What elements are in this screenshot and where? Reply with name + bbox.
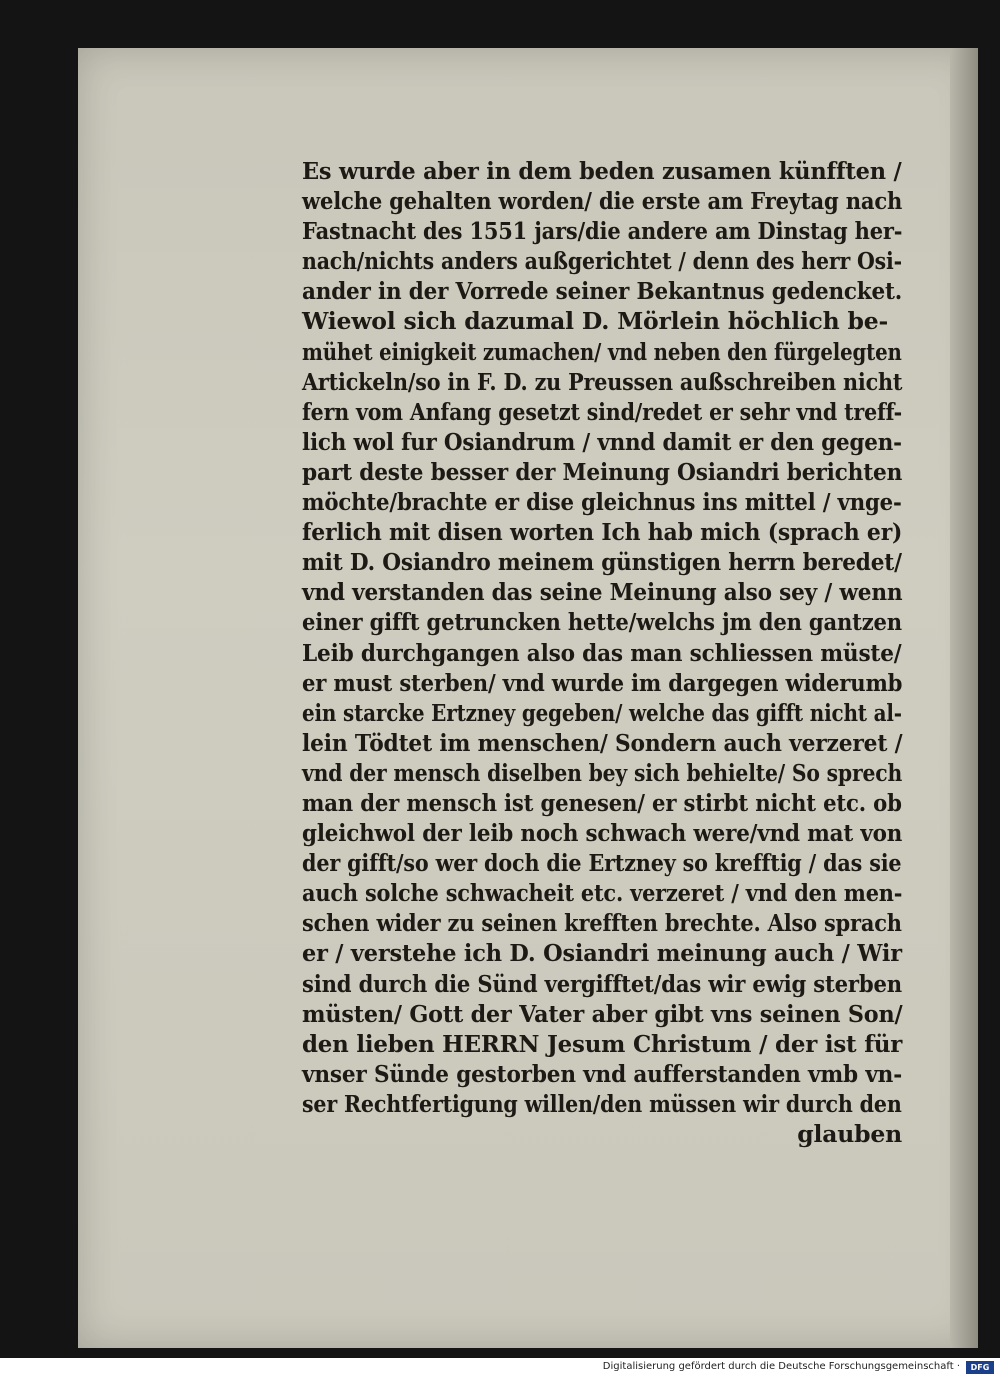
text-line: part deste besser der Meinung Osiandri berichten [302,457,903,486]
text-line: schen wider zu seinen krefften brechte. Also sprach [302,909,902,938]
text-line: auch solche schwacheit etc. verzeret / vnd den men- [302,879,903,908]
funding-credit: Digitalisierung gefördert durch die Deutsche Forschungsgemeinschaft · [602,1361,960,1372]
page-edge [950,48,978,1348]
text-line: er must sterben/ vnd wurde im dargegen widerumb [302,668,903,697]
text-line: Wiewol sich dazumal D. Mörlein höchlich be- [302,307,889,336]
text-line: den lieben HERRN Jesum Christum / der ist für [302,1029,903,1058]
text-line: Es wurde aber in dem beden zusamen künfften / [302,157,902,185]
text-line: man der mensch ist genesen/ er stirbt nicht etc. ob [302,788,902,817]
dfg-logo-icon: DFG [966,1361,994,1374]
text-line: einer gifft getruncken hette/welchs jm den gantzen [302,608,902,637]
text-line: er / verstehe ich D. Osiandri meinung auch / Wir [302,939,902,968]
text-line: nach/nichts anders außgerichtet / denn des herr Osi- [302,247,902,276]
text-line: möchte/brachte er dise gleichnus ins mittel / vnge- [302,488,902,517]
text-line: vnd verstanden das seine Meinung also sey / wenn [302,578,903,607]
text-line: müsten/ Gott der Vater aber gibt vns seinen Son/ [302,999,903,1028]
text-line: Artickeln/so in F. D. zu Preussen außschreiben nicht [302,367,903,396]
text-line: ander in der Vorrede seiner Bekantnus gedencket. [302,277,903,306]
text-line: gleichwol der leib noch schwach were/vnd mat von [302,819,903,848]
text-line: sind durch die Sünd vergifftet/das wir ewig sterben [302,969,902,998]
book-page [78,48,978,1348]
text-line: vnser Sünde gestorben vnd aufferstanden vmb vn- [302,1059,902,1088]
text-line: lich wol fur Osiandrum / vnnd damit er den gegen- [302,427,902,456]
text-line: welche gehalten worden/ die erste am Freytag nach [302,187,903,216]
text-line: mühet einigkeit zumachen/ vnd neben den fürgelegten [302,337,902,366]
text-line: Fastnacht des 1551 jars/die andere am Dinstag her- [302,217,903,246]
text-line: lein Tödtet im menschen/ Sondern auch verzeret / [302,728,903,757]
page-text-block [302,156,902,1149]
catchword: glauben [797,1120,902,1148]
text-line: ein starcke Ertzney gegeben/ welche das gifft nicht al- [302,698,902,727]
footer-bar [0,1358,1000,1378]
text-line: ser Rechtfertigung willen/den müssen wir durch den [302,1089,902,1118]
text-line: vnd der mensch diselben bey sich behielte/ So sprech [302,758,903,787]
text-line: der gifft/so wer doch die Ertzney so krefftig / das sie [302,849,902,878]
text-line: Leib durchgangen also das man schliessen müste/ [302,638,902,667]
text-line: mit D. Osiandro meinem günstigen herrn beredet/ [302,548,902,577]
text-line: ferlich mit disen worten Ich hab mich (sprach er) [302,518,903,547]
text-line: fern vom Anfang gesetzt sind/redet er sehr vnd treff- [302,397,902,426]
